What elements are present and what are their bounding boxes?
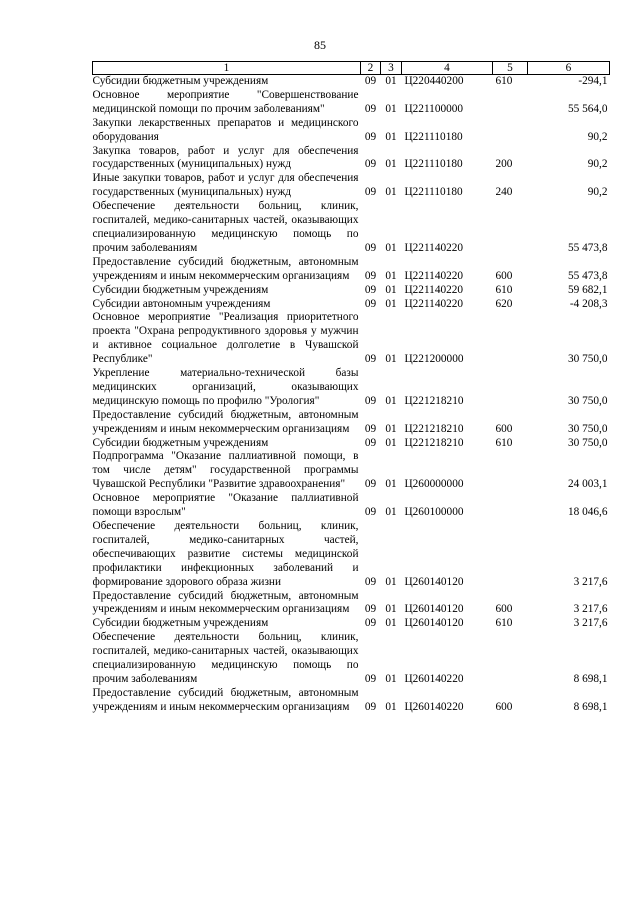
row-section-cell: 01 bbox=[385, 436, 397, 449]
table-row bbox=[93, 590, 610, 618]
table-row bbox=[93, 520, 610, 590]
row-expense-type-cell bbox=[493, 631, 528, 687]
row-sum-cell: 8 698,1 bbox=[573, 672, 608, 685]
table-body bbox=[93, 75, 610, 715]
header-col-1: 1 bbox=[93, 62, 361, 75]
row-code-cell: Ц221110180 bbox=[404, 186, 463, 199]
row-code-cell: Ц220440200 bbox=[404, 75, 464, 87]
page-number: 85 bbox=[314, 38, 326, 52]
row-expense-type-cell: 600 bbox=[495, 269, 513, 282]
row-sum-cell: -294,1 bbox=[578, 75, 608, 87]
row-name-cell: Субсидии бюджетным учреждениям bbox=[92, 617, 269, 630]
row-expense-type-cell: 600 bbox=[495, 603, 513, 616]
row-sum-cell: 3 217,6 bbox=[573, 617, 608, 630]
table-row bbox=[93, 450, 610, 492]
row-expense-type-cell bbox=[493, 450, 528, 492]
row-code-cell: Ц221140220 bbox=[404, 283, 464, 296]
row-name-cell: Укрепление материально-технической базы медицинских организаций, оказывающих медицинскую помощь по профилю "Урология" bbox=[92, 367, 359, 407]
row-chapter-cell: 09 bbox=[364, 436, 377, 449]
row-chapter-cell: 09 bbox=[364, 700, 377, 713]
table-row bbox=[93, 687, 610, 715]
table-row bbox=[93, 89, 610, 117]
row-section-cell: 01 bbox=[385, 478, 397, 491]
row-name-cell: Субсидии бюджетным учреждениям bbox=[92, 283, 269, 296]
row-chapter-cell: 09 bbox=[364, 394, 377, 407]
row-expense-type-cell: 610 bbox=[495, 75, 513, 87]
budget-table bbox=[92, 61, 610, 715]
row-chapter-cell: 09 bbox=[364, 672, 377, 685]
row-expense-type-cell bbox=[493, 89, 528, 117]
row-chapter-cell: 09 bbox=[364, 158, 377, 171]
row-sum-cell: 30 750,0 bbox=[567, 436, 608, 449]
row-expense-type-cell bbox=[493, 117, 528, 145]
row-expense-type-cell: 610 bbox=[495, 436, 513, 449]
row-sum-cell: 55 473,8 bbox=[567, 269, 608, 282]
row-name-cell: Обеспечение деятельности больниц, клиник, госпиталей, медико-санитарных частей, оказывающих специализированную медицинскую помощь по прочим заболеваниям bbox=[92, 631, 359, 685]
row-section-cell: 01 bbox=[385, 617, 397, 630]
table-row bbox=[93, 298, 610, 312]
row-name-cell: Основное мероприятие "Совершенствование медицинской помощи по прочим заболеваниям" bbox=[92, 88, 359, 115]
row-name-cell: Предоставление субсидий бюджетным, автономным учреждениям и иным некоммерческим организациям bbox=[92, 589, 359, 616]
row-name-cell: Основное мероприятие "Реализация приоритетного проекта "Охрана репродуктивного здоровья у мужчин и активное социальное долголетие в Чувашской Республике" bbox=[92, 311, 359, 366]
row-expense-type-cell bbox=[493, 200, 528, 256]
header-col-6: 6 bbox=[528, 62, 610, 75]
row-section-cell: 01 bbox=[385, 130, 397, 143]
row-code-cell: Ц221100000 bbox=[404, 102, 464, 115]
row-section-cell: 01 bbox=[385, 603, 397, 616]
header-col-5: 5 bbox=[493, 62, 528, 75]
row-chapter-cell: 09 bbox=[364, 603, 377, 616]
row-code-cell: Ц221218210 bbox=[404, 436, 464, 449]
row-name-cell: Закупка товаров, работ и услуг для обеспечения государственных (муниципальных) нужд bbox=[92, 144, 359, 171]
row-name-cell: Основное мероприятие "Оказание паллиативной помощи взрослым" bbox=[92, 492, 359, 519]
row-name-cell: Закупки лекарственных препаратов и медицинского оборудования bbox=[92, 116, 359, 143]
row-chapter-cell: 09 bbox=[364, 478, 377, 491]
table-row bbox=[93, 200, 610, 256]
row-sum-cell: 90,2 bbox=[587, 130, 608, 143]
table-row bbox=[93, 172, 610, 200]
row-expense-type-cell: 200 bbox=[495, 158, 513, 171]
row-sum-cell: 30 750,0 bbox=[567, 422, 608, 435]
table-row bbox=[93, 256, 610, 284]
row-code-cell: Ц260140120 bbox=[404, 617, 464, 630]
table-row bbox=[93, 617, 610, 631]
row-expense-type-cell bbox=[493, 311, 528, 367]
table-row bbox=[93, 367, 610, 409]
row-section-cell: 01 bbox=[385, 353, 397, 366]
row-section-cell: 01 bbox=[385, 700, 397, 713]
row-expense-type-cell: 610 bbox=[495, 283, 513, 296]
row-section-cell: 01 bbox=[385, 158, 397, 171]
row-expense-type-cell: 610 bbox=[495, 617, 513, 630]
row-chapter-cell: 09 bbox=[364, 422, 377, 435]
row-section-cell: 01 bbox=[385, 297, 397, 310]
row-section-cell: 01 bbox=[385, 102, 397, 115]
header-col-2: 2 bbox=[361, 62, 381, 75]
table-row bbox=[93, 284, 610, 298]
table-row bbox=[93, 311, 610, 367]
row-code-cell: Ц221140220 bbox=[404, 297, 464, 310]
row-expense-type-cell bbox=[493, 520, 528, 590]
row-section-cell: 01 bbox=[385, 283, 397, 296]
row-chapter-cell: 09 bbox=[364, 130, 377, 143]
row-code-cell: Ц260140120 bbox=[404, 575, 464, 588]
row-code-cell: Ц221110180 bbox=[404, 130, 463, 143]
row-section-cell: 01 bbox=[385, 186, 397, 199]
row-chapter-cell: 09 bbox=[364, 283, 377, 296]
row-expense-type-cell: 620 bbox=[495, 297, 513, 310]
row-sum-cell: 59 682,1 bbox=[567, 283, 608, 296]
row-name-cell: Подпрограмма "Оказание паллиативной помощи, в том числе детям" государственной программы Чувашской Республики "Развитие здравоохранения" bbox=[92, 450, 359, 491]
row-sum-cell: 90,2 bbox=[587, 158, 608, 171]
row-section-cell: 01 bbox=[385, 269, 397, 282]
row-sum-cell: 8 698,1 bbox=[573, 700, 608, 713]
row-name-cell: Субсидии бюджетным учреждениям bbox=[92, 436, 269, 449]
row-name-cell: Иные закупки товаров, работ и услуг для обеспечения государственных (муниципальных) нужд bbox=[92, 172, 359, 199]
row-expense-type-cell: 240 bbox=[495, 186, 513, 199]
row-chapter-cell: 09 bbox=[364, 575, 377, 588]
row-sum-cell: 24 003,1 bbox=[567, 478, 608, 491]
row-section-cell: 01 bbox=[385, 672, 397, 685]
table-row bbox=[93, 409, 610, 437]
table-row bbox=[93, 492, 610, 520]
row-chapter-cell: 09 bbox=[364, 269, 377, 282]
row-sum-cell: 90,2 bbox=[587, 186, 608, 199]
row-code-cell: Ц221140220 bbox=[404, 241, 464, 254]
row-expense-type-cell bbox=[493, 492, 528, 520]
row-section-cell: 01 bbox=[385, 575, 397, 588]
row-chapter-cell: 09 bbox=[364, 353, 377, 366]
row-expense-type-cell bbox=[493, 367, 528, 409]
row-chapter-cell: 09 bbox=[364, 297, 377, 310]
row-name-cell: Субсидии бюджетным учреждениям bbox=[92, 75, 269, 87]
row-chapter-cell: 09 bbox=[364, 506, 377, 519]
row-chapter-cell: 09 bbox=[364, 186, 377, 199]
row-sum-cell: 3 217,6 bbox=[573, 603, 608, 616]
row-section-cell: 01 bbox=[385, 422, 397, 435]
row-code-cell: Ц260100000 bbox=[404, 506, 464, 519]
row-section-cell: 01 bbox=[385, 394, 397, 407]
table-header-row bbox=[93, 62, 610, 75]
table-row bbox=[93, 631, 610, 687]
row-name-cell: Предоставление субсидий бюджетным, автономным учреждениям и иным некоммерческим организациям bbox=[92, 408, 359, 435]
row-code-cell: Ц260140220 bbox=[404, 700, 464, 713]
row-expense-type-cell: 600 bbox=[495, 422, 513, 435]
row-sum-cell: 55 473,8 bbox=[567, 241, 608, 254]
table-row bbox=[93, 75, 610, 89]
row-code-cell: Ц221218210 bbox=[404, 394, 464, 407]
row-sum-cell: 55 564,0 bbox=[567, 102, 608, 115]
row-sum-cell: 18 046,6 bbox=[567, 506, 608, 519]
row-code-cell: Ц260140120 bbox=[404, 603, 464, 616]
table-row bbox=[93, 117, 610, 145]
row-sum-cell: 30 750,0 bbox=[567, 353, 608, 366]
table-row bbox=[93, 437, 610, 451]
row-chapter-cell: 09 bbox=[364, 617, 377, 630]
header-col-4: 4 bbox=[402, 62, 493, 75]
row-sum-cell: 30 750,0 bbox=[567, 394, 608, 407]
row-name-cell: Обеспечение деятельности больниц, клиник, госпиталей, медико-санитарных частей, обеспечивающих развитие системы медицинской профилактики инфекционных заболеваний и формирование здорового образа жизни bbox=[92, 520, 359, 588]
row-chapter-cell: 09 bbox=[364, 75, 377, 87]
row-name-cell: Предоставление субсидий бюджетным, автономным учреждениям и иным некоммерческим организациям bbox=[92, 255, 359, 282]
row-section-cell: 01 bbox=[385, 241, 397, 254]
row-chapter-cell: 09 bbox=[364, 241, 377, 254]
row-section-cell: 01 bbox=[385, 506, 397, 519]
row-name-cell: Субсидии автономным учреждениям bbox=[92, 297, 271, 310]
row-name-cell: Предоставление субсидий бюджетным, автономным учреждениям и иным некоммерческим организациям bbox=[92, 686, 359, 713]
row-code-cell: Ц221140220 bbox=[404, 269, 464, 282]
row-code-cell: Ц260140220 bbox=[404, 672, 464, 685]
row-code-cell: Ц221218210 bbox=[404, 422, 464, 435]
row-name-cell: Обеспечение деятельности больниц, клиник, госпиталей, медико-санитарных частей, оказывающих специализированную медицинскую помощь по прочим заболеваниям bbox=[92, 200, 359, 254]
row-section-cell: 01 bbox=[385, 75, 397, 87]
row-code-cell: Ц260000000 bbox=[404, 478, 464, 491]
row-code-cell: Ц221200000 bbox=[404, 353, 464, 366]
table-row bbox=[93, 145, 610, 173]
row-chapter-cell: 09 bbox=[364, 102, 377, 115]
row-expense-type-cell: 600 bbox=[495, 700, 513, 713]
row-sum-cell: -4 208,3 bbox=[569, 297, 608, 310]
row-sum-cell: 3 217,6 bbox=[573, 575, 608, 588]
row-code-cell: Ц221110180 bbox=[404, 158, 463, 171]
header-col-3: 3 bbox=[381, 62, 402, 75]
